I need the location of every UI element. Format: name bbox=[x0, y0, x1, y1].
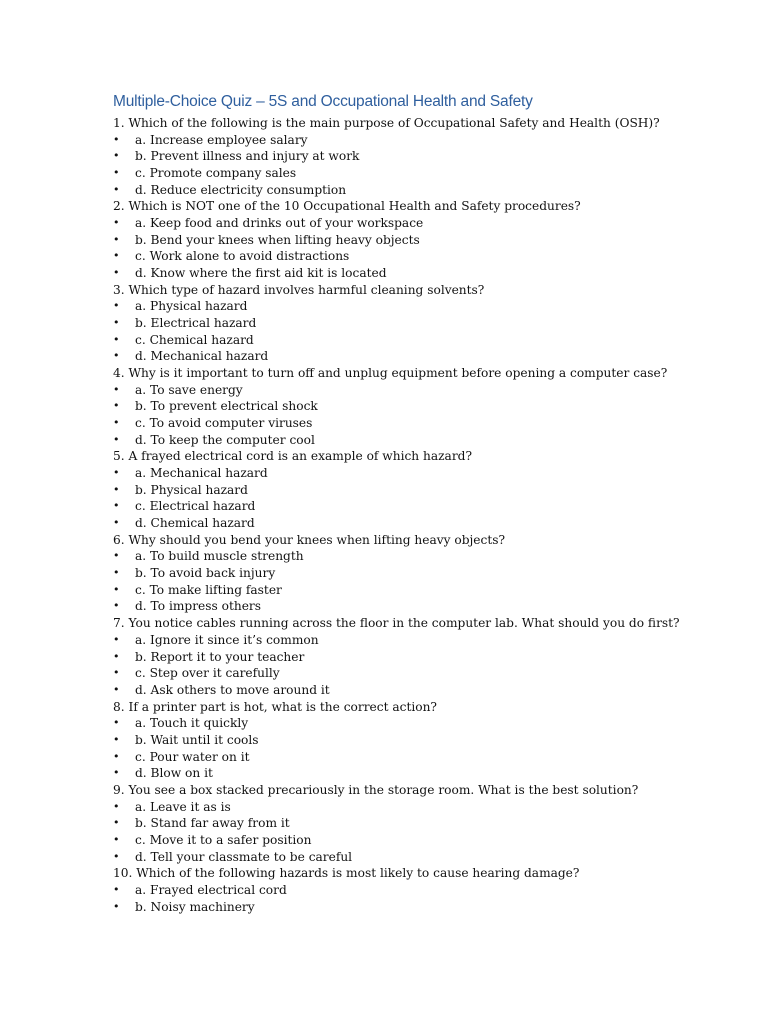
answer-option-text: a. Leave it as is bbox=[135, 799, 231, 814]
bullet-icon: • bbox=[113, 899, 120, 913]
answer-option bbox=[113, 332, 753, 349]
answer-option-text: b. Bend your knees when lifting heavy objects bbox=[135, 232, 420, 247]
question-text: 3. Which type of hazard involves harmful cleaning solvents? bbox=[113, 282, 485, 297]
answer-option-text: d. Ask others to move around it bbox=[135, 682, 330, 697]
answer-options bbox=[113, 799, 753, 866]
answer-option-text: b. Report it to your teacher bbox=[135, 649, 305, 664]
answer-option-text: d. To keep the computer cool bbox=[135, 432, 315, 447]
quiz-title: Multiple-Choice Quiz – 5S and Occupational Health and Safety bbox=[113, 93, 533, 110]
answer-option-text: c. Step over it carefully bbox=[135, 666, 280, 681]
answer-option-text: b. To prevent electrical shock bbox=[135, 399, 318, 414]
answer-options bbox=[113, 465, 753, 532]
bullet-icon: • bbox=[113, 666, 120, 680]
answer-option-text: d. Chemical hazard bbox=[135, 516, 255, 531]
answer-option-text: b. Stand far away from it bbox=[135, 816, 290, 831]
answer-options bbox=[113, 298, 753, 365]
bullet-icon: • bbox=[113, 166, 120, 180]
answer-option bbox=[113, 415, 753, 432]
bullet-icon: • bbox=[113, 232, 120, 246]
bullet-icon: • bbox=[113, 316, 120, 330]
bullet-icon: • bbox=[113, 416, 120, 430]
answer-option bbox=[113, 132, 753, 149]
bullet-icon: • bbox=[113, 299, 120, 313]
answer-option bbox=[113, 298, 753, 315]
bullet-icon: • bbox=[113, 132, 120, 146]
bullet-icon: • bbox=[113, 766, 120, 780]
question-2 bbox=[113, 198, 753, 281]
answer-option bbox=[113, 882, 753, 899]
answer-option bbox=[113, 182, 753, 199]
answer-option bbox=[113, 732, 753, 749]
answer-option-text: a. Touch it quickly bbox=[135, 716, 249, 731]
answer-option-text: b. Noisy machinery bbox=[135, 899, 255, 914]
bullet-icon: • bbox=[113, 832, 120, 846]
question-9 bbox=[113, 782, 753, 865]
answer-option-text: a. Keep food and drinks out of your workspace bbox=[135, 216, 424, 231]
answer-option-text: c. Electrical hazard bbox=[135, 499, 256, 514]
question-10 bbox=[113, 865, 753, 915]
answer-option-text: c. Pour water on it bbox=[135, 749, 250, 764]
answer-option bbox=[113, 498, 753, 515]
answer-option bbox=[113, 849, 753, 866]
answer-option bbox=[113, 765, 753, 782]
bullet-icon: • bbox=[113, 499, 120, 513]
answer-option-text: c. Chemical hazard bbox=[135, 332, 254, 347]
bullet-icon: • bbox=[113, 582, 120, 596]
bullet-icon: • bbox=[113, 466, 120, 480]
answer-options bbox=[113, 715, 753, 782]
answer-option-text: d. Tell your classmate to be careful bbox=[135, 849, 353, 864]
answer-option bbox=[113, 649, 753, 666]
answer-option-text: d. Mechanical hazard bbox=[135, 349, 269, 364]
answer-option-text: c. To make lifting faster bbox=[135, 582, 282, 597]
answer-option bbox=[113, 799, 753, 816]
answer-option-text: c. Move it to a safer position bbox=[135, 832, 312, 847]
answer-options bbox=[113, 632, 753, 699]
answer-option bbox=[113, 148, 753, 165]
answer-option bbox=[113, 465, 753, 482]
answer-option-text: d. Reduce electricity consumption bbox=[135, 182, 347, 197]
answer-option bbox=[113, 315, 753, 332]
bullet-icon: • bbox=[113, 182, 120, 196]
bullet-icon: • bbox=[113, 332, 120, 346]
quiz-questions bbox=[113, 115, 753, 915]
answer-option-text: d. Know where the first aid kit is located bbox=[135, 266, 387, 281]
bullet-icon: • bbox=[113, 249, 120, 263]
answer-option-text: a. Physical hazard bbox=[135, 299, 248, 314]
bullet-icon: • bbox=[113, 849, 120, 863]
answer-option bbox=[113, 398, 753, 415]
bullet-icon: • bbox=[113, 382, 120, 396]
answer-option bbox=[113, 582, 753, 599]
answer-option-text: b. Prevent illness and injury at work bbox=[135, 149, 360, 164]
bullet-icon: • bbox=[113, 816, 120, 830]
answer-option-text: b. Physical hazard bbox=[135, 482, 248, 497]
answer-option bbox=[113, 565, 753, 582]
answer-option-text: c. Promote company sales bbox=[135, 166, 297, 181]
bullet-icon: • bbox=[113, 632, 120, 646]
answer-option bbox=[113, 665, 753, 682]
question-text: 5. A frayed electrical cord is an example of which hazard? bbox=[113, 449, 472, 464]
answer-option bbox=[113, 232, 753, 249]
answer-option bbox=[113, 215, 753, 232]
answer-option-text: a. Frayed electrical cord bbox=[135, 882, 287, 897]
bullet-icon: • bbox=[113, 516, 120, 530]
question-text: 4. Why is it important to turn off and unplug equipment before opening a computer case? bbox=[113, 366, 668, 381]
question-1 bbox=[113, 115, 753, 198]
answer-option-text: a. Ignore it since it’s common bbox=[135, 632, 319, 647]
answer-option bbox=[113, 482, 753, 499]
answer-option bbox=[113, 832, 753, 849]
bullet-icon: • bbox=[113, 266, 120, 280]
bullet-icon: • bbox=[113, 482, 120, 496]
bullet-icon: • bbox=[113, 432, 120, 446]
bullet-icon: • bbox=[113, 549, 120, 563]
answer-option bbox=[113, 248, 753, 265]
bullet-icon: • bbox=[113, 716, 120, 730]
answer-option bbox=[113, 548, 753, 565]
bullet-icon: • bbox=[113, 649, 120, 663]
answer-option-text: b. Electrical hazard bbox=[135, 316, 257, 331]
question-text: 9. You see a box stacked precariously in the storage room. What is the best solution? bbox=[113, 782, 639, 797]
question-text: 6. Why should you bend your knees when lifting heavy objects? bbox=[113, 532, 506, 547]
bullet-icon: • bbox=[113, 349, 120, 363]
answer-option-text: b. To avoid back injury bbox=[135, 566, 276, 581]
question-text: 8. If a printer part is hot, what is the correct action? bbox=[113, 699, 437, 714]
answer-options bbox=[113, 548, 753, 615]
bullet-icon: • bbox=[113, 399, 120, 413]
answer-option-text: a. Increase employee salary bbox=[135, 132, 308, 147]
answer-option bbox=[113, 682, 753, 699]
answer-option bbox=[113, 749, 753, 766]
bullet-icon: • bbox=[113, 799, 120, 813]
answer-options bbox=[113, 132, 753, 199]
question-5 bbox=[113, 448, 753, 531]
bullet-icon: • bbox=[113, 882, 120, 896]
question-4 bbox=[113, 365, 753, 448]
answer-option-text: a. Mechanical hazard bbox=[135, 466, 268, 481]
answer-option bbox=[113, 382, 753, 399]
answer-option-text: a. To build muscle strength bbox=[135, 549, 304, 564]
question-text: 2. Which is NOT one of the 10 Occupational Health and Safety procedures? bbox=[113, 199, 581, 214]
bullet-icon: • bbox=[113, 566, 120, 580]
answer-option-text: b. Wait until it cools bbox=[135, 732, 259, 747]
answer-options bbox=[113, 382, 753, 449]
question-text: 7. You notice cables running across the floor in the computer lab. What should you do first? bbox=[113, 616, 680, 631]
bullet-icon: • bbox=[113, 216, 120, 230]
question-3 bbox=[113, 282, 753, 365]
answer-option bbox=[113, 815, 753, 832]
answer-option-text: d. To impress others bbox=[135, 599, 261, 614]
question-6 bbox=[113, 532, 753, 615]
question-8 bbox=[113, 699, 753, 782]
answer-option bbox=[113, 165, 753, 182]
question-text: 1. Which of the following is the main purpose of Occupational Safety and Health (OSH)? bbox=[113, 116, 660, 130]
answer-option bbox=[113, 899, 753, 916]
answer-option bbox=[113, 632, 753, 649]
bullet-icon: • bbox=[113, 149, 120, 163]
answer-option-text: a. To save energy bbox=[135, 382, 243, 397]
answer-option bbox=[113, 715, 753, 732]
answer-options bbox=[113, 882, 753, 915]
answer-option bbox=[113, 432, 753, 449]
answer-option-text: d. Blow on it bbox=[135, 766, 213, 781]
answer-option bbox=[113, 515, 753, 532]
bullet-icon: • bbox=[113, 599, 120, 613]
answer-option bbox=[113, 265, 753, 282]
question-7 bbox=[113, 615, 753, 698]
answer-option bbox=[113, 348, 753, 365]
question-text: 10. Which of the following hazards is most likely to cause hearing damage? bbox=[113, 866, 580, 881]
bullet-icon: • bbox=[113, 749, 120, 763]
answer-options bbox=[113, 215, 753, 282]
answer-option-text: c. Work alone to avoid distractions bbox=[135, 249, 350, 264]
answer-option bbox=[113, 598, 753, 615]
bullet-icon: • bbox=[113, 732, 120, 746]
bullet-icon: • bbox=[113, 682, 120, 696]
answer-option-text: c. To avoid computer viruses bbox=[135, 416, 313, 431]
